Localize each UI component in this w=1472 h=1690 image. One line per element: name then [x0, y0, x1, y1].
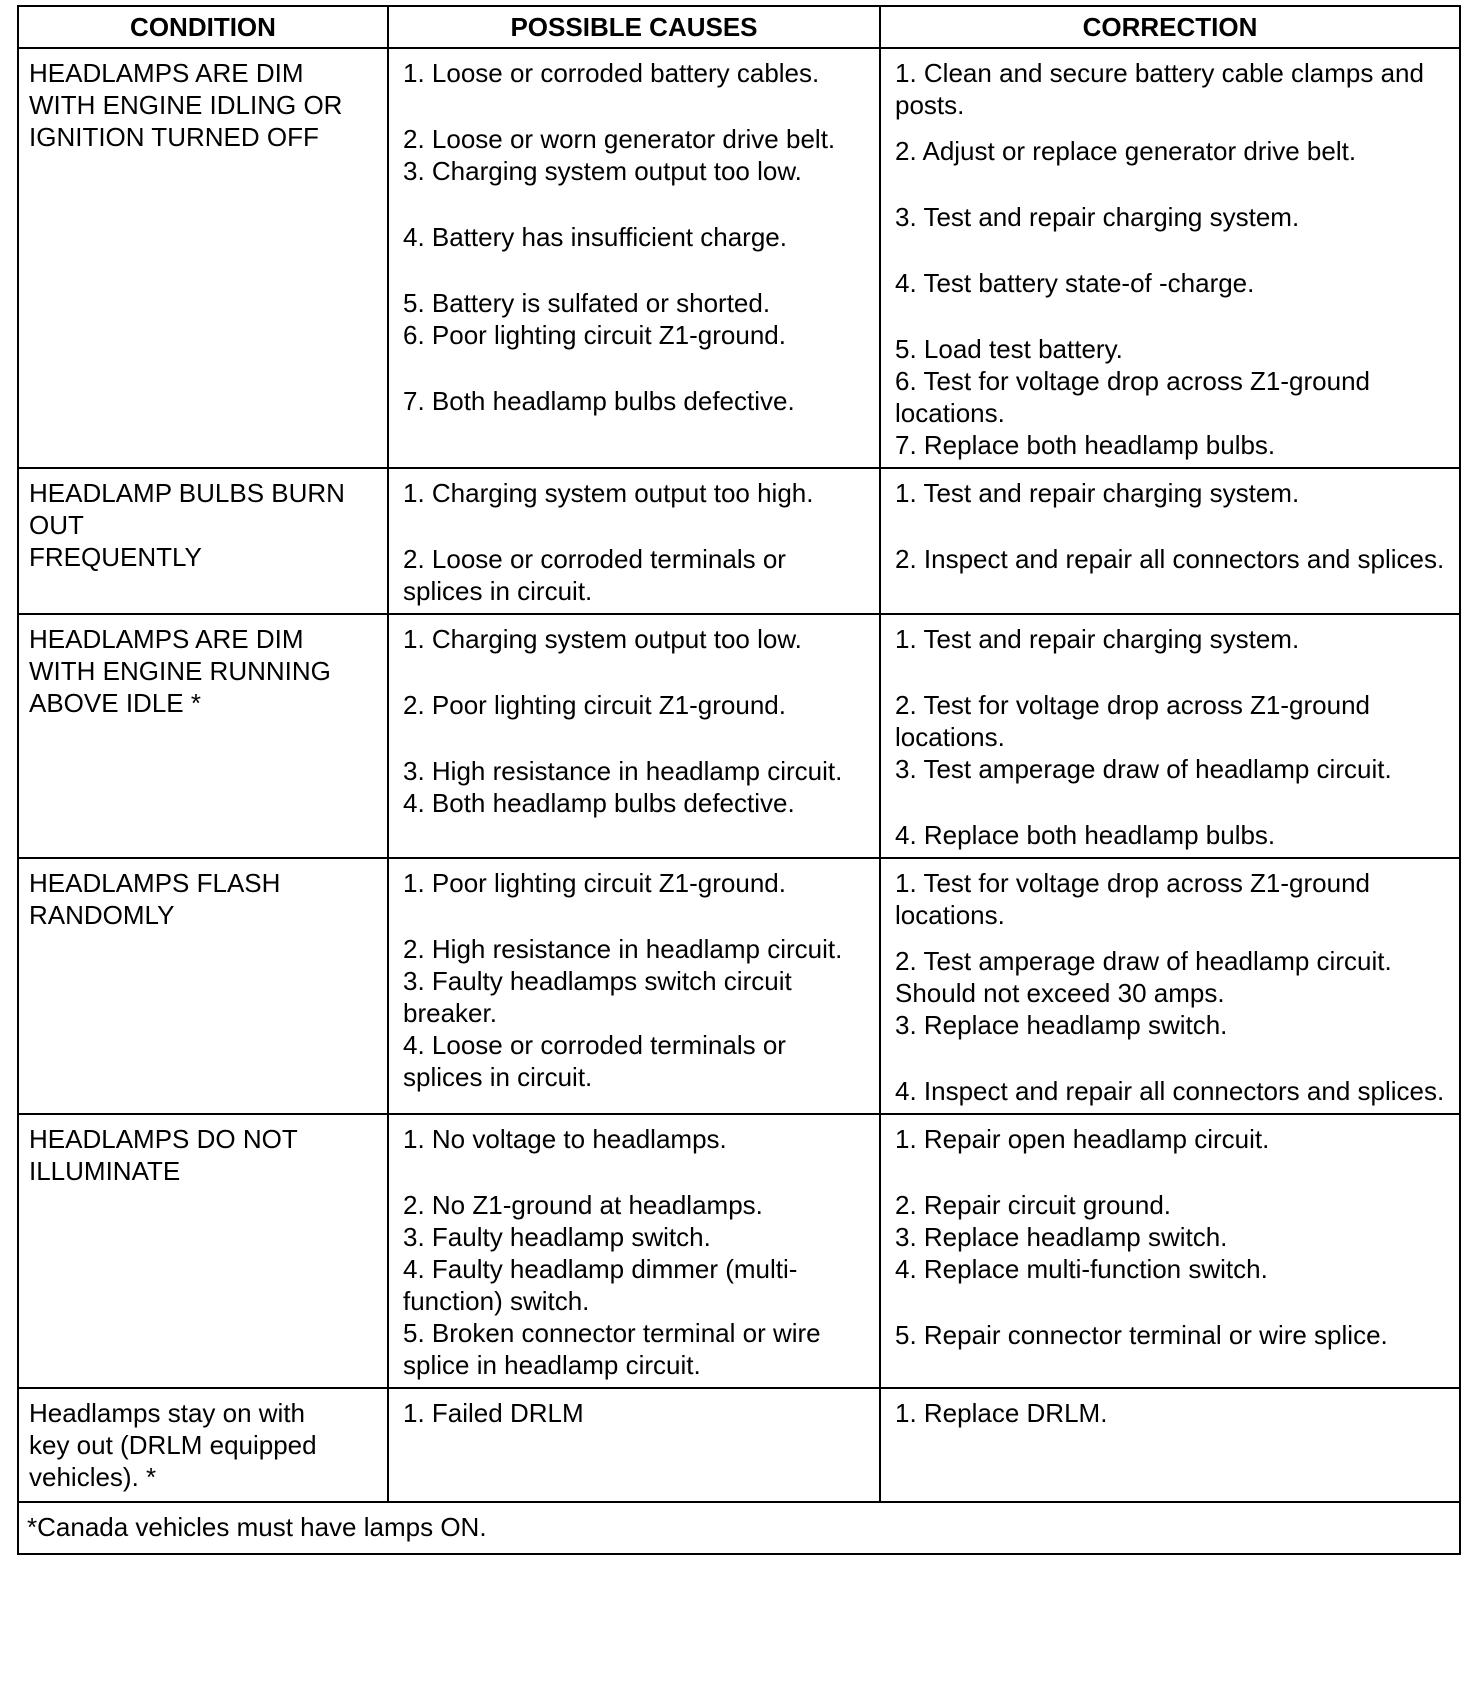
- causes-cell: [388, 1388, 880, 1502]
- cause-item: 2. No Z1-ground at headlamps.: [403, 1190, 763, 1220]
- cause-item: 1. Loose or corroded battery cables.: [403, 58, 820, 88]
- correction-item: 1. Test and repair charging system.: [895, 624, 1300, 654]
- table-row: [18, 858, 1460, 1114]
- causes-cell: [388, 468, 880, 614]
- cause-item: 3. Faulty headlamps switch circuit breaker.: [403, 966, 792, 1028]
- correction-item: 1. Repair open headlamp circuit.: [895, 1124, 1270, 1154]
- cause-item: 6. Poor lighting circuit Z1-ground.: [403, 320, 786, 350]
- correction-item: 1. Clean and secure battery cable clamps and posts.: [895, 58, 1424, 120]
- cause-item: 1. No voltage to headlamps.: [403, 1124, 727, 1154]
- causes-cell: [388, 48, 880, 468]
- cause-item: 4. Loose or corroded terminals or splices in circuit.: [403, 1030, 786, 1092]
- correction-item: 2. Test amperage draw of headlamp circuit. Should not exceed 30 amps.: [895, 946, 1392, 1008]
- header-possible-causes: POSSIBLE CAUSES: [388, 6, 880, 48]
- condition-cell: HEADLAMPS ARE DIM WITH ENGINE RUNNING ABOVE IDLE *: [18, 614, 388, 858]
- footnote-row: [18, 1502, 1460, 1554]
- correction-item: 1. Test and repair charging system.: [895, 478, 1300, 508]
- correction-item: 5. Repair connector terminal or wire splice.: [895, 1320, 1388, 1350]
- correction-item: 2. Adjust or replace generator drive belt.: [895, 136, 1357, 166]
- cause-item: 4. Battery has insufficient charge.: [403, 222, 787, 252]
- correction-item: 5. Load test battery.: [895, 334, 1123, 364]
- condition-cell: HEADLAMPS FLASH RANDOMLY: [18, 858, 388, 1114]
- correction-cell: [880, 1388, 1460, 1502]
- table-row: [18, 48, 1460, 468]
- causes-cell: [388, 614, 880, 858]
- table-row: [18, 614, 1460, 858]
- header-correction: CORRECTION: [880, 6, 1460, 48]
- cause-item: 3. Faulty headlamp switch.: [403, 1222, 711, 1252]
- correction-item: 2. Inspect and repair all connectors and splices.: [895, 544, 1445, 574]
- correction-item: 1. Replace DRLM.: [895, 1398, 1108, 1428]
- correction-item: 3. Test and repair charging system.: [895, 202, 1300, 232]
- condition-cell: Headlamps stay on with key out (DRLM equipped vehicles). *: [18, 1388, 388, 1502]
- correction-item: 2. Repair circuit ground.: [895, 1190, 1172, 1220]
- correction-cell: [880, 858, 1460, 1114]
- correction-item: 6. Test for voltage drop across Z1-ground locations.: [895, 366, 1370, 428]
- correction-item: 4. Inspect and repair all connectors and splices.: [895, 1076, 1445, 1106]
- correction-cell: [880, 614, 1460, 858]
- condition-cell: HEADLAMPS DO NOT ILLUMINATE: [18, 1114, 388, 1388]
- condition-cell: HEADLAMPS ARE DIM WITH ENGINE IDLING OR IGNITION TURNED OFF: [18, 48, 388, 468]
- correction-cell: [880, 48, 1460, 468]
- correction-item: 4. Test battery state-of -charge.: [895, 268, 1255, 298]
- cause-item: 4. Faulty headlamp dimmer (multi-function) switch.: [403, 1254, 798, 1316]
- cause-item: 1. Poor lighting circuit Z1-ground.: [403, 868, 786, 898]
- cause-item: 1. Charging system output too low.: [403, 624, 802, 654]
- cause-item: 3. Charging system output too low.: [403, 156, 802, 186]
- correction-cell: [880, 468, 1460, 614]
- causes-cell: [388, 1114, 880, 1388]
- causes-cell: [388, 858, 880, 1114]
- header-row: [18, 6, 1460, 48]
- cause-item: 2. Loose or worn generator drive belt.: [403, 124, 836, 154]
- cause-item: 2. High resistance in headlamp circuit.: [403, 934, 843, 964]
- cause-item: 2. Loose or corroded terminals or splices in circuit.: [403, 544, 786, 606]
- cause-item: 3. High resistance in headlamp circuit.: [403, 756, 843, 786]
- condition-cell: HEADLAMP BULBS BURN OUT FREQUENTLY: [18, 468, 388, 614]
- cause-item: 5. Battery is sulfated or shorted.: [403, 288, 771, 318]
- correction-item: 3. Replace headlamp switch.: [895, 1010, 1228, 1040]
- cause-item: 4. Both headlamp bulbs defective.: [403, 788, 795, 818]
- cause-item: 5. Broken connector terminal or wire splice in headlamp circuit.: [403, 1318, 821, 1380]
- correction-item: 3. Test amperage draw of headlamp circuit.: [895, 754, 1392, 784]
- header-condition: CONDITION: [18, 6, 388, 48]
- footnote: *Canada vehicles must have lamps ON.: [18, 1502, 1460, 1554]
- correction-item: 1. Test for voltage drop across Z1-ground locations.: [895, 868, 1370, 930]
- correction-item: 2. Test for voltage drop across Z1-ground locations.: [895, 690, 1370, 752]
- cause-item: 2. Poor lighting circuit Z1-ground.: [403, 690, 786, 720]
- table-row: [18, 1388, 1460, 1502]
- correction-item: 4. Replace both headlamp bulbs.: [895, 820, 1276, 850]
- correction-item: 7. Replace both headlamp bulbs.: [895, 430, 1276, 460]
- table-row: [18, 468, 1460, 614]
- diagnosis-table: [17, 5, 1461, 1555]
- cause-item: 1. Failed DRLM: [403, 1398, 584, 1428]
- table-row: [18, 1114, 1460, 1388]
- correction-cell: [880, 1114, 1460, 1388]
- cause-item: 7. Both headlamp bulbs defective.: [403, 386, 795, 416]
- cause-item: 1. Charging system output too high.: [403, 478, 814, 508]
- correction-item: 3. Replace headlamp switch.: [895, 1222, 1228, 1252]
- correction-item: 4. Replace multi-function switch.: [895, 1254, 1268, 1284]
